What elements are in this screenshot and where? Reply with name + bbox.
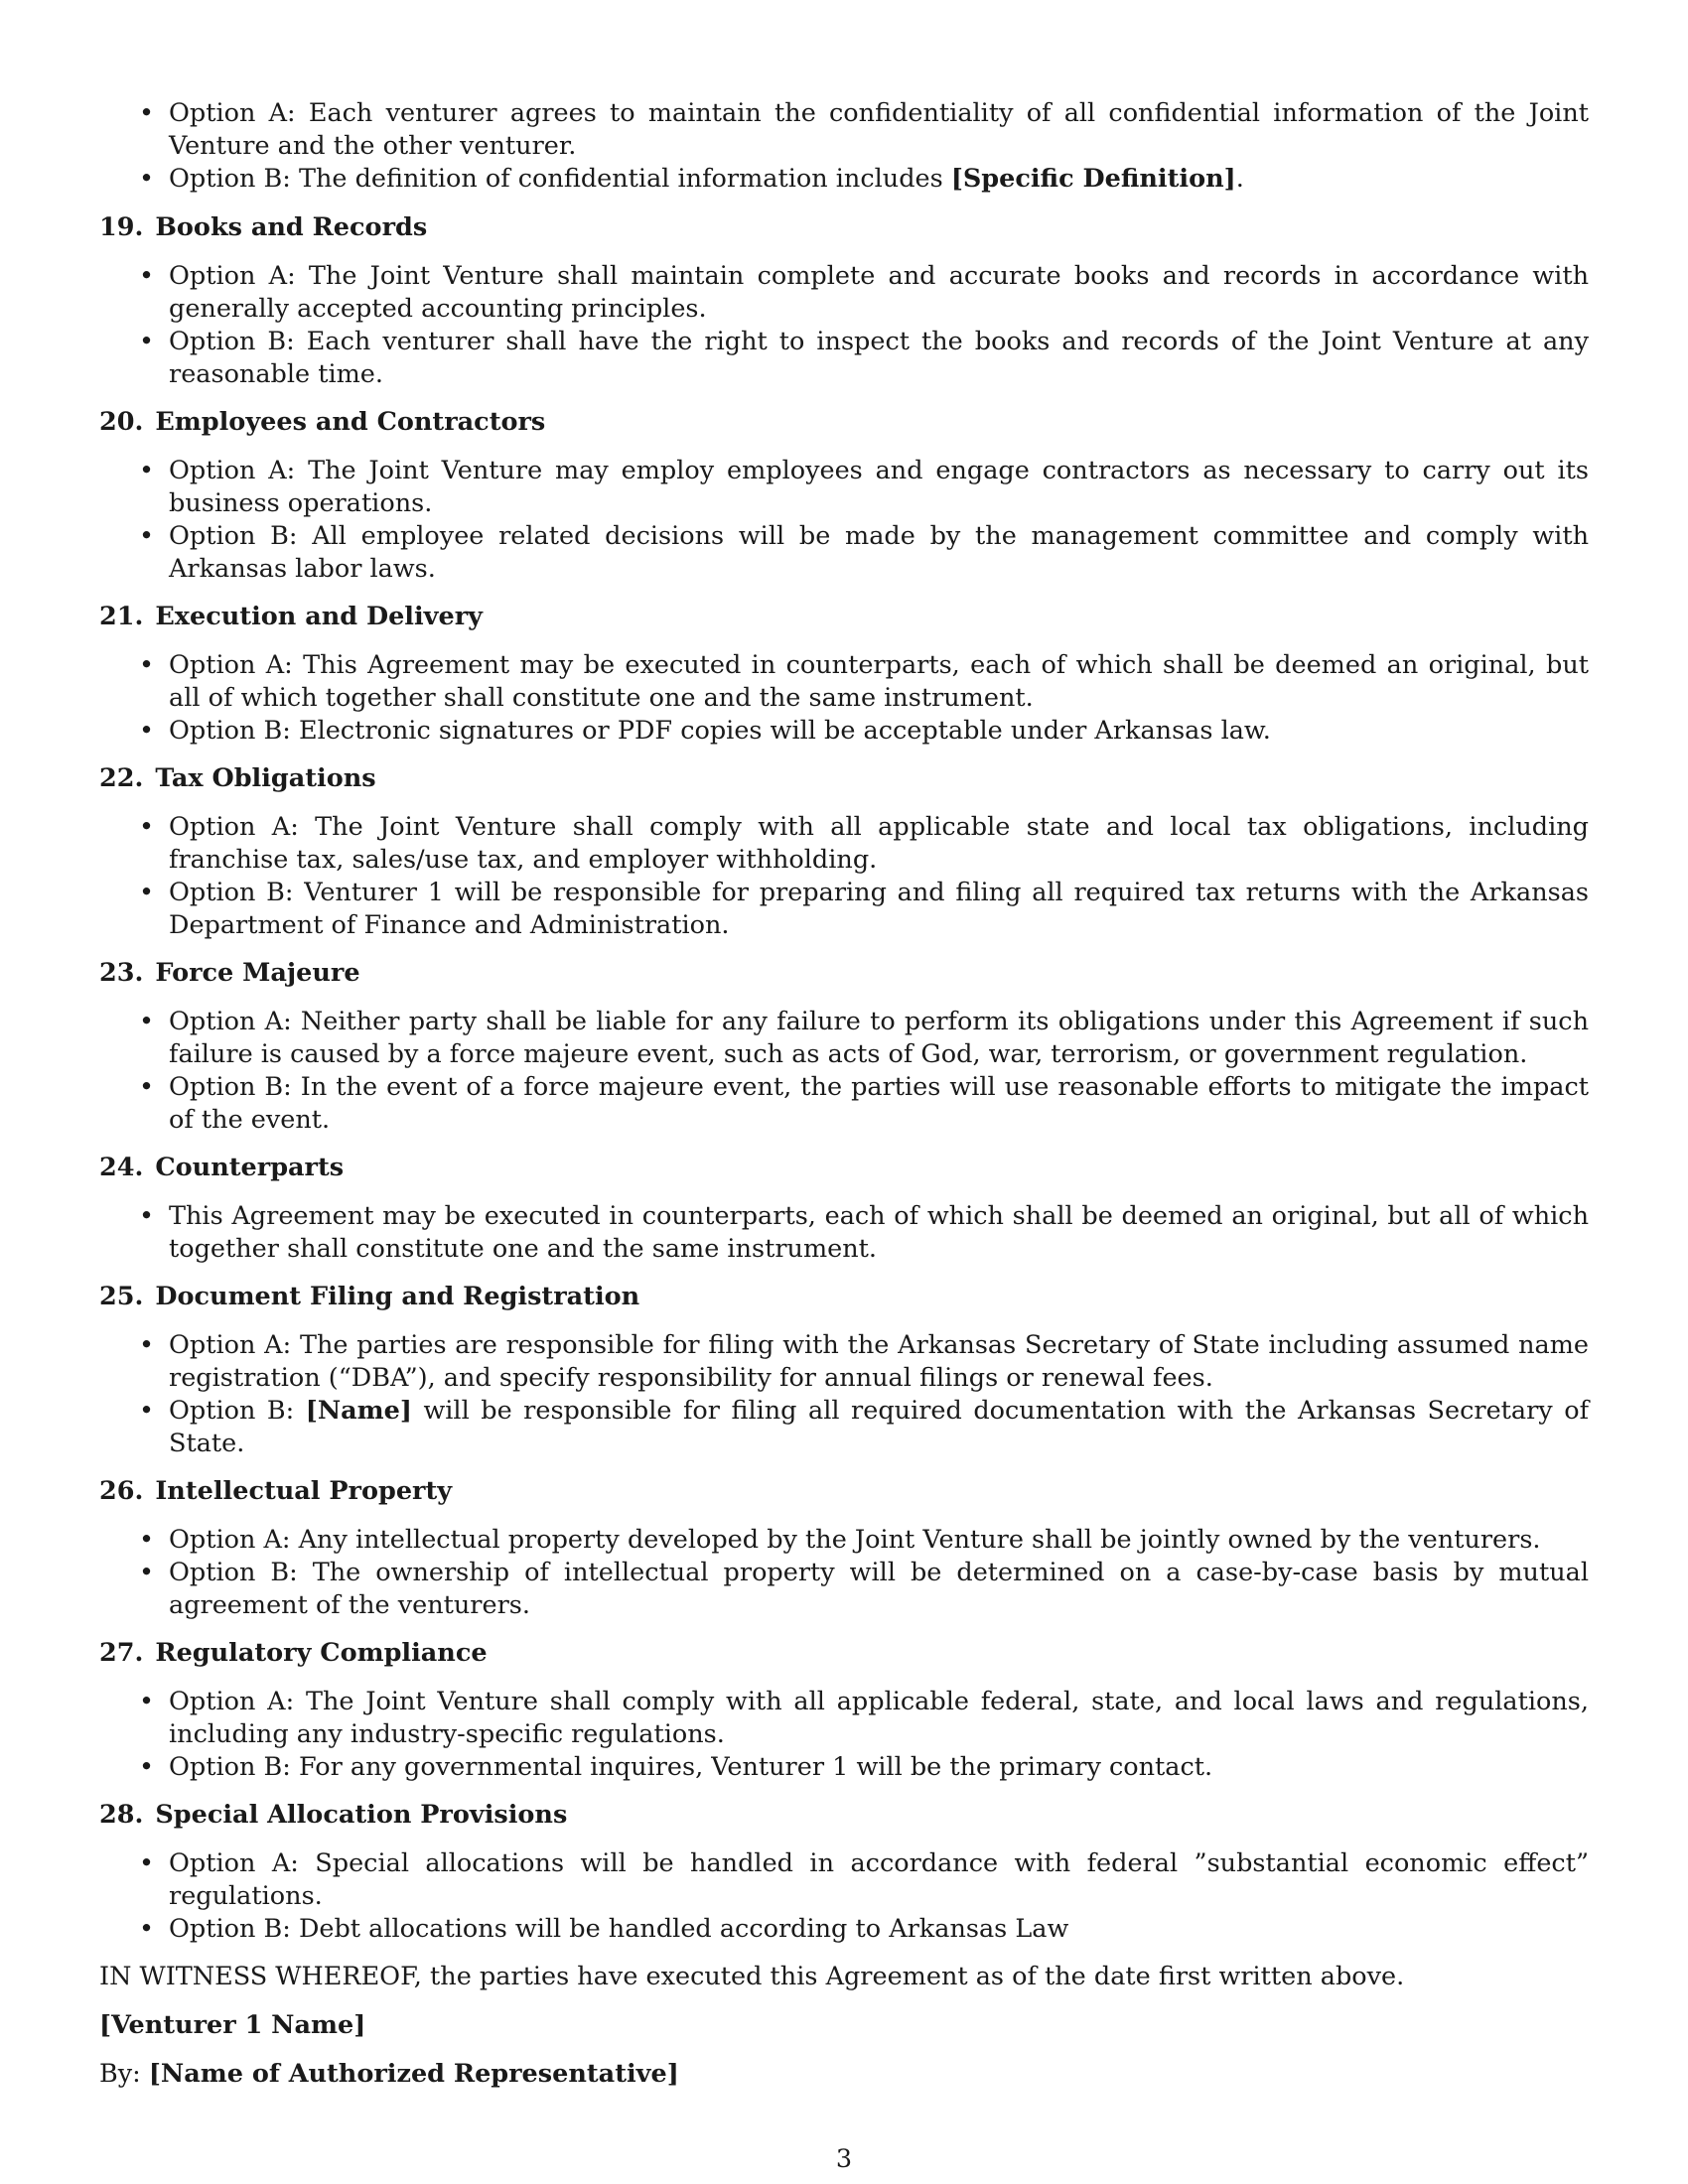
- placeholder-name: [Name]: [305, 1396, 412, 1426]
- option-item: • Option A: The parties are responsible for filing with the Arkansas Secretary of State including assumed name registration (“DBA”), and specify responsibility for annual filings or renewal fees.: [99, 1329, 1589, 1395]
- section-title: Tax Obligations: [155, 763, 376, 793]
- option-text: .: [1235, 164, 1244, 194]
- section-number: 22.: [99, 763, 144, 793]
- option-list: [99, 1006, 1589, 1137]
- option-item: • Option A: The Joint Venture may employ employees and engage contractors as necessary to carry out its business operations.: [99, 455, 1589, 520]
- option-item: • Option A: Special allocations will be handled in accordance with federal ”substantial economic effect” regulations.: [99, 1847, 1589, 1913]
- option-item: • Option A: The Joint Venture shall comply with all applicable state and local tax obligations, including franchise tax, sales/use tax, and employer withholding.: [99, 811, 1589, 877]
- section-heading: [99, 1281, 1589, 1313]
- option-item: • Option B: For any governmental inquires, Venturer 1 will be the primary contact.: [99, 1751, 1589, 1784]
- section-number: 28.: [99, 1800, 144, 1830]
- section-title: Books and Records: [155, 212, 428, 242]
- section-heading: [99, 211, 1589, 244]
- option-list: [99, 260, 1589, 391]
- option-list: [99, 1847, 1589, 1946]
- option-list: [99, 1524, 1589, 1622]
- section-heading: [99, 406, 1589, 439]
- option-list: [99, 455, 1589, 586]
- signature-line: [99, 2058, 1589, 2091]
- option-item: [99, 1395, 1589, 1460]
- section-title: Counterparts: [155, 1153, 345, 1182]
- placeholder-specific-definition: [Specific Definition]: [950, 164, 1236, 194]
- section-title: Employees and Contractors: [155, 407, 546, 437]
- section-heading: [99, 1152, 1589, 1184]
- section-number: 19.: [99, 212, 144, 242]
- section-number: 27.: [99, 1638, 144, 1668]
- section-confidentiality-continued: [99, 97, 1589, 196]
- section-number: 20.: [99, 407, 144, 437]
- option-item: • Option A: Neither party shall be liable for any failure to perform its obligations under this Agreement if such failure is caused by a force majeure event, such as acts of God, war, terrorism, or government regulation.: [99, 1006, 1589, 1071]
- section-number: 26.: [99, 1476, 144, 1506]
- option-item: • Option A: This Agreement may be executed in counterparts, each of which shall be deemed an original, but all of which together shall constitute one and the same instrument.: [99, 649, 1589, 715]
- section-title: Special Allocation Provisions: [155, 1800, 568, 1830]
- option-item: • Option B: All employee related decisions will be made by the management committee and comply with Arkansas labor laws.: [99, 520, 1589, 586]
- section-24: [99, 1152, 1589, 1266]
- section-25: [99, 1281, 1589, 1460]
- option-text: Option B:: [169, 1396, 306, 1426]
- option-item: • Option A: Any intellectual property developed by the Joint Venture shall be jointly owned by the venturers.: [99, 1524, 1589, 1557]
- option-list: [99, 1686, 1589, 1784]
- option-item: • Option A: The Joint Venture shall comply with all applicable federal, state, and local laws and regulations, including any industry-specific regulations.: [99, 1686, 1589, 1751]
- option-item: • Option A: Each venturer agrees to maintain the confidentiality of all confidential information of the Joint Venture and the other venturer.: [99, 97, 1589, 163]
- section-title: Execution and Delivery: [155, 602, 483, 631]
- option-item: • This Agreement may be executed in counterparts, each of which shall be deemed an original, but all of which together shall constitute one and the same instrument.: [99, 1200, 1589, 1266]
- section-heading: [99, 601, 1589, 633]
- section-heading: [99, 957, 1589, 990]
- section-title: Force Majeure: [155, 958, 360, 988]
- option-item: • Option B: In the event of a force majeure event, the parties will use reasonable efforts to mitigate the impact of the event.: [99, 1071, 1589, 1137]
- document-page: [99, 97, 1589, 2091]
- option-item: [99, 163, 1589, 196]
- section-26: [99, 1475, 1589, 1622]
- witness-clause: IN WITNESS WHEREOF, the parties have executed this Agreement as of the date first written above.: [99, 1962, 1405, 1991]
- section-27: [99, 1637, 1589, 1784]
- option-list: [99, 97, 1589, 196]
- section-heading: [99, 1475, 1589, 1508]
- section-title: Regulatory Compliance: [155, 1638, 488, 1668]
- option-text: will be responsible for filing all required documentation with the Arkansas Secretary of State.: [169, 1396, 1590, 1458]
- by-label: By:: [99, 2059, 141, 2089]
- section-title: Intellectual Property: [155, 1476, 453, 1506]
- venturer-name-placeholder: [Venturer 1 Name]: [99, 2010, 366, 2040]
- option-list: [99, 811, 1589, 942]
- option-item: • Option B: Electronic signatures or PDF copies will be acceptable under Arkansas law.: [99, 715, 1589, 748]
- section-number: 21.: [99, 602, 144, 631]
- section-number: 23.: [99, 958, 144, 988]
- section-heading: [99, 1799, 1589, 1832]
- section-20: [99, 406, 1589, 586]
- representative-placeholder: [Name of Authorized Representative]: [148, 2059, 679, 2089]
- section-21: [99, 601, 1589, 748]
- section-title: Document Filing and Registration: [155, 1282, 640, 1311]
- section-heading: [99, 1637, 1589, 1670]
- option-list: [99, 1329, 1589, 1460]
- option-item: • Option B: The ownership of intellectual property will be determined on a case-by-case basis by mutual agreement of the venturers.: [99, 1557, 1589, 1622]
- section-heading: [99, 762, 1589, 795]
- section-19: [99, 211, 1589, 391]
- option-item: • Option B: Venturer 1 will be responsible for preparing and filing all required tax returns with the Arkansas Department of Finance and Administration.: [99, 877, 1589, 942]
- section-number: 25.: [99, 1282, 144, 1311]
- option-item: • Option B: Debt allocations will be handled according to Arkansas Law: [99, 1913, 1589, 1946]
- section-23: [99, 957, 1589, 1137]
- option-item: • Option B: Each venturer shall have the right to inspect the books and records of the Joint Venture at any reasonable time.: [99, 326, 1589, 391]
- section-number: 24.: [99, 1153, 144, 1182]
- option-item: • Option A: The Joint Venture shall maintain complete and accurate books and records in accordance with generally accepted accounting principles.: [99, 260, 1589, 326]
- option-list: [99, 649, 1589, 748]
- option-text: Option B: The definition of confidential information includes: [169, 164, 951, 194]
- option-list: [99, 1200, 1589, 1266]
- section-28: [99, 1799, 1589, 1946]
- section-22: [99, 762, 1589, 942]
- page-number: 3: [835, 2144, 853, 2174]
